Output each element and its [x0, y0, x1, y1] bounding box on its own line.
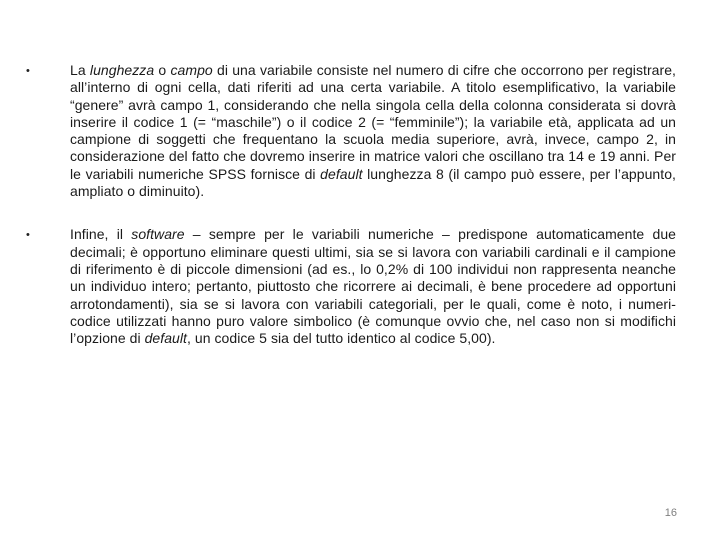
term-default: default: [144, 330, 187, 347]
term-software: software: [131, 226, 185, 243]
bullet-2-text: – sempre per le variabili numeriche – predispone automaticamente due decimali; è opportuno eliminare questi ultimi, sia se si lavora con variabili cardinali e il campione di riferimento è di piccole dimensioni (ad es., lo 0,2% di 100 individui non rappresenta neanche un individuo intero; pertanto, piuttosto che ricorrere ai decimali, è bene procedere ad opportuni arrotondamenti), sia se si lavora con variabili categoriali, per le quali, come è noto, i numeri-codice utilizzati hanno puro valore simbolico (è comunque ovvio che, nel caso non si modifichi l’opzione di: [70, 226, 676, 347]
bullet-1-text: di una variabile consiste nel numero di cifre che occorrono per registrare, all’interno di ogni cella, dati riferiti ad una certa variabile. A titolo esemplificativo, la variabile “genere” avrà campo 1, considerando che nella singola cella della colonna considerata si dovrà inserire il codice 1 (= “maschile”) o il codice 2 (= “femminile”); la variabile età, applicata ad un campione di soggetti che frequentano la scuola media superiore, avrà, invece, campo 2, in considerazione del fatto che dovremo inserire in matrice valori che oscillano tra 14 e 19 anni. Per le variabili numeriche SPSS fornisce di: [70, 62, 676, 182]
bullet-1-text: lunghezza 8 (il campo può essere, per l’appunto, ampliato o diminuito).: [70, 165, 676, 200]
term-campo: campo: [170, 62, 213, 78]
bullet-marker: •: [26, 229, 30, 242]
bullet-2-text: , un codice 5 sia del tutto identico al codice 5,00).: [186, 330, 496, 347]
bullet-paragraph-decimali: [70, 226, 676, 347]
term-lunghezza: lunghezza: [89, 62, 155, 78]
bullet-item-1: [26, 62, 676, 200]
bullet-list: [26, 62, 676, 373]
term-default: default: [320, 165, 363, 182]
bullet-1-text: La: [70, 62, 90, 78]
bullet-marker: •: [26, 65, 30, 77]
bullet-paragraph-lunghezza: [70, 62, 676, 200]
page-number: 16: [664, 507, 677, 519]
bullet-2-text: Infine, il: [70, 226, 132, 243]
bullet-1-text: o: [154, 62, 171, 78]
bullet-item-2: [26, 226, 676, 347]
